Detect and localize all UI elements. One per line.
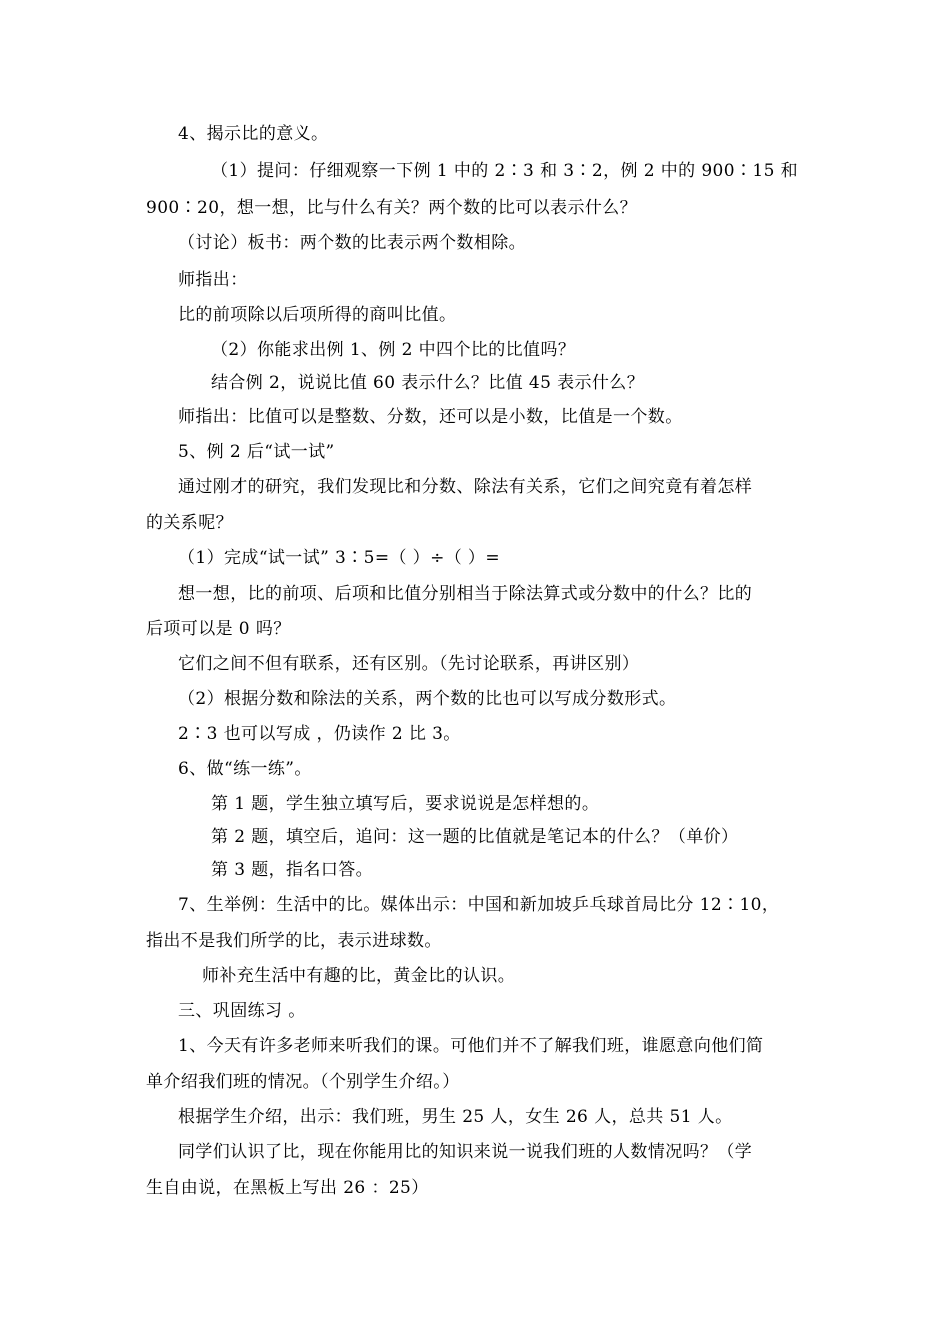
- text-line: （1）完成“试一试” 3∶5=（ ）÷（ ）=: [178, 548, 500, 568]
- text-line: （1）提问：仔细观察一下例 1 中的 2∶3 和 3∶2，例 2 中的 900∶15 和: [211, 161, 799, 181]
- text-line: 根据学生介绍，出示：我们班，男生 25 人，女生 26 人，总共 51 人。: [178, 1107, 733, 1127]
- text-line: 1、今天有许多老师来听我们的课。可他们并不了解我们班，谁愿意向他们简: [178, 1036, 764, 1056]
- text-line: （2）你能求出例 1、例 2 中四个比的比值吗？: [211, 340, 576, 360]
- text-line: 生自由说，在黑板上写出 26 ：25）: [146, 1178, 429, 1198]
- text-line: 师指出：比值可以是整数、分数，还可以是小数，比值是一个数。: [178, 407, 683, 427]
- text-line: 6、做“练一练”。: [178, 759, 312, 779]
- text-line: 第 2 题，填空后，追问：这一题的比值就是笔记本的什么？（单价）: [211, 827, 739, 847]
- text-line: 三、巩固练习 。: [178, 1001, 306, 1021]
- text-line: 师指出：: [178, 270, 248, 290]
- text-line: 它们之间不但有联系，还有区别。（先讨论联系，再讲区别）: [178, 654, 640, 674]
- text-line: 单介绍我们班的情况。（个别学生介绍。）: [146, 1072, 460, 1092]
- text-line: （讨论）板书：两个数的比表示两个数相除。: [178, 233, 526, 253]
- text-line: 同学们认识了比，现在你能用比的知识来说一说我们班的人数情况吗？（学: [178, 1142, 753, 1162]
- text-line: 想一想，比的前项、后项和比值分别相当于除法算式或分数中的什么？比的: [178, 584, 753, 604]
- text-line: 指出不是我们所学的比，表示进球数。: [146, 931, 442, 951]
- text-line: 比的前项除以后项所得的商叫比值。: [178, 305, 457, 325]
- text-line: 2∶3 也可以写成 ，仍读作 2 比 3。: [178, 724, 461, 744]
- text-line: 通过刚才的研究，我们发现比和分数、除法有关系，它们之间究竟有着怎样: [178, 477, 753, 497]
- text-line: 900∶20，想一想，比与什么有关？两个数的比可以表示什么？: [146, 198, 638, 218]
- text-line: 7、生举例：生活中的比。媒体出示：中国和新加坡乒乓球首局比分 12∶10，: [178, 895, 780, 915]
- text-line: 第 3 题，指名口答。: [211, 860, 374, 880]
- text-line: 后项可以是 0 吗？: [146, 619, 291, 639]
- text-line: 结合例 2，说说比值 60 表示什么？比值 45 表示什么？: [211, 373, 645, 393]
- text-line: 师补充生活中有趣的比，黄金比的认识。: [202, 966, 516, 986]
- text-line: 4、揭示比的意义。: [178, 124, 329, 144]
- text-line: （2）根据分数和除法的关系，两个数的比也可以写成分数形式。: [178, 689, 677, 709]
- text-line: 第 1 题，学生独立填写后，要求说说是怎样想的。: [211, 794, 600, 814]
- text-line: 5、例 2 后“试一试”: [178, 442, 335, 462]
- text-line: 的关系呢？: [146, 513, 233, 533]
